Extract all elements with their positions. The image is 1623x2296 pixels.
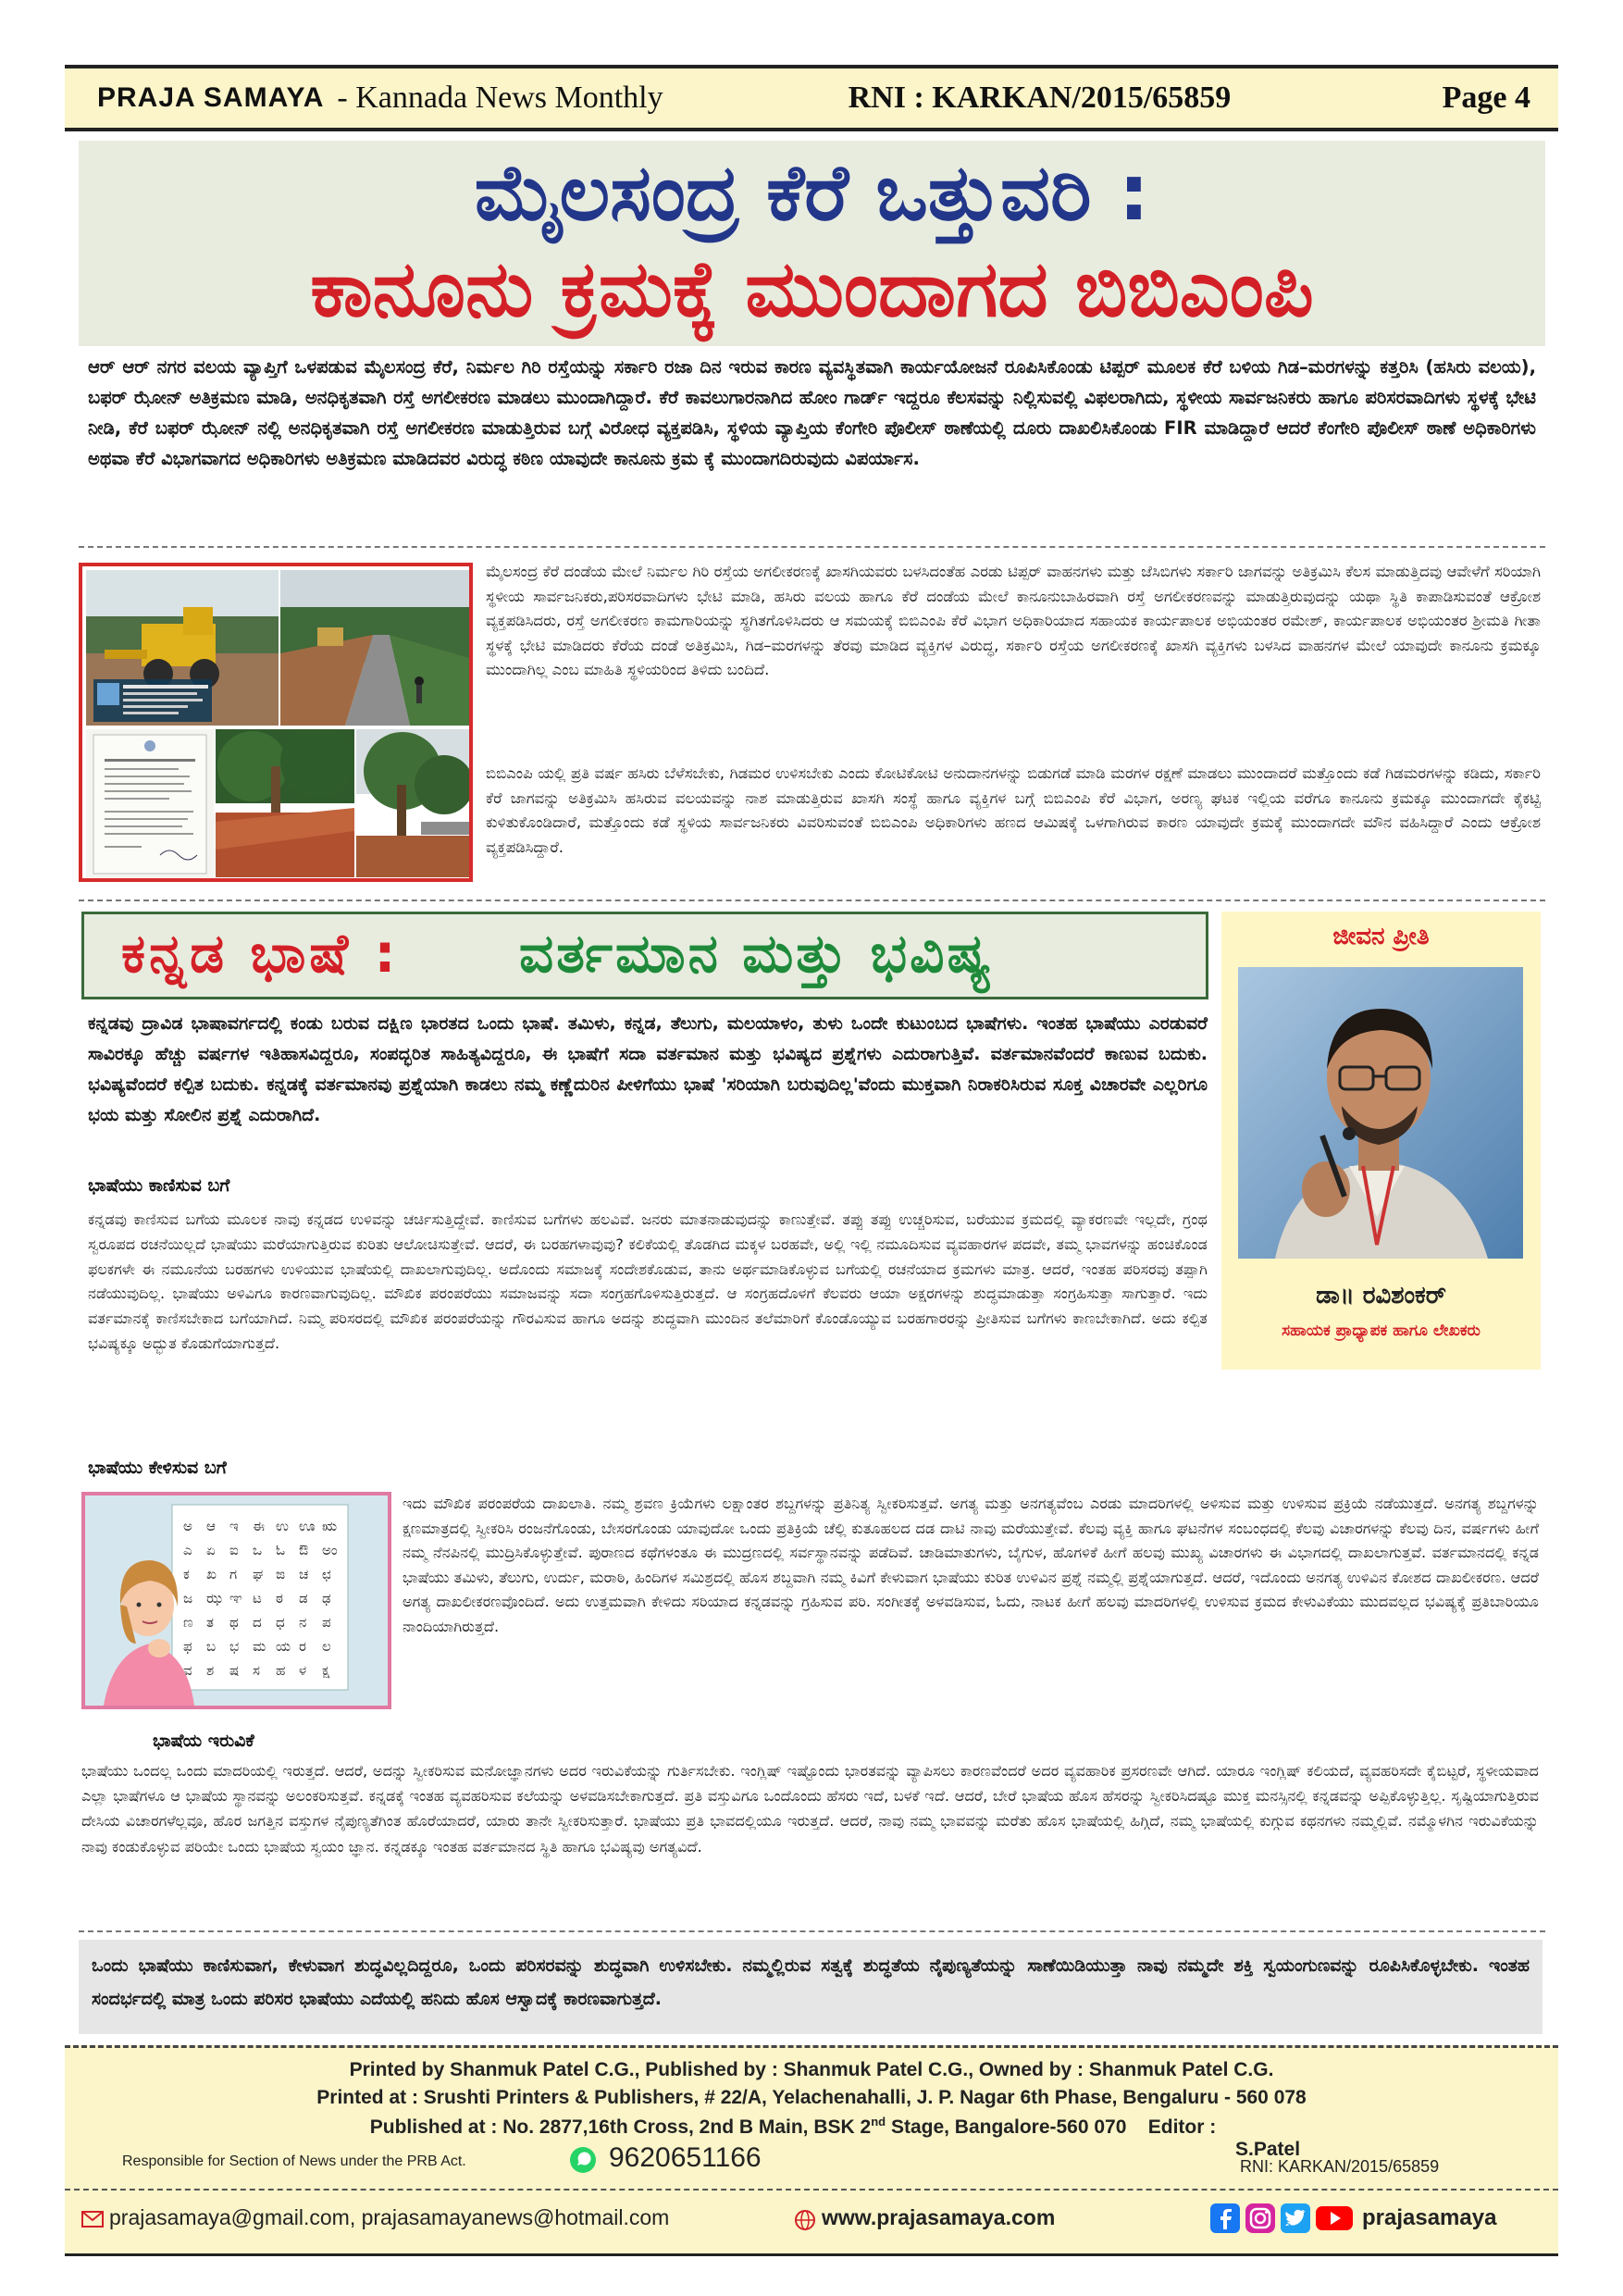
cleared-land-photo bbox=[216, 729, 354, 877]
alphabet-letter: ಪ bbox=[322, 1614, 331, 1631]
prb-note: Responsible for Section of News under the PRB Act. bbox=[122, 2153, 466, 2169]
alphabet-letter: ಭ bbox=[229, 1638, 240, 1655]
contact-emails[interactable]: prajasamaya@gmail.com, prajasamayanews@hotmail.com bbox=[109, 2205, 670, 2229]
alphabet-letter: ಎ bbox=[183, 1542, 192, 1558]
section3-heading: ಭಾಷೆಯ ಇರುವಿಕೆ bbox=[153, 1731, 254, 1751]
alphabet-letter: ದ bbox=[253, 1614, 262, 1631]
alphabet-letter: ಹ bbox=[276, 1662, 286, 1679]
alphabet-letter: ಡ bbox=[299, 1590, 308, 1607]
alphabet-letter: ಗ bbox=[229, 1566, 238, 1582]
section3-body: ಭಾಷೆಯು ಒಂದಲ್ಲ ಒಂದು ಮಾದರಿಯಲ್ಲಿ ಇರುತ್ತದೆ. ಆದರೆ, ಅದನ್ನು ಸ್ವೀಕರಿಸುವ ಮನೋಜ್ಞಾನಗಳು ಅದರ ಇರುವಿಕೆಯನ್ನು ಗುರ್ತಿಸಬೇಕು. ಇಂಗ್ಲಿಷ್ ಇಷ್ಟೊಂದು ಭಾರತವನ್ನು ವ್ಯಾಪಿಸಲು ಕಾರಣವೆಂದರೆ ಅದರ ವ್ಯವಹಾರಿಕ ಪ್ರಸರಣವೇ ಆಗಿದೆ. ಯಾರೂ ಇಂಗ್ಲಿಷ್ ಕಲಿಯದೆ, ವ್ಯವಹರಿಸದೇ ಕೈಬಿಟ್ಟರೆ, ಸ್ಥಳೀಯವಾದ ಎಲ್ಲಾ ಭಾಷೆಗಳೂ ಆ ಭಾಷೆಯ ಸ್ಥಾನವನ್ನು ಅಲಂಕರಿಸುತ್ತವೆ. ಕನ್ನಡಕ್ಕೆ ಇಂತಹ ವ್ಯವಹರಿಸುವ ಕಲೆಯನ್ನು ಅಳವಡಿಸಬೇಕಾಗುತ್ತದೆ. ಪ್ರತಿ ವಸ್ತುವಿಗೂ ಒಂದೊಂದು ಹೆಸರು ಇದೆ, ಬಳಕೆ ಇದೆ. ಆದರೆ, ಬೇರೆ ಭಾಷೆಯ ಹೊಸ ಹೆಸರನ್ನು ಸ್ವೀಕರಿಸಿದಷ್ಟೂ ಮುಕ್ತ ಮನಸ್ಸಿನಲ್ಲಿ ಕನ್ನಡವನ್ನು ಅಪ್ಪಿಕೊಳ್ಳುತ್ತಿಲ್ಲ. ಸೃಷ್ಟಿಯಾಗುತ್ತಿರುವ ದೇಸಿಯ ವಿಚಾರಗಳೆಲ್ಲವೂ, ಹೊರ ಜಗತ್ತಿನ ವಸ್ತುಗಳ ನೈಪುಣ್ಯತೆಗಿಂತ ಹೊರೆಯಾದರೆ, ಯಾರು ತಾನೇ ಸ್ವೀಕರಿಸುತ್ತಾರೆ. ಭಾಷೆಯು ಪ್ರತಿ ಭಾವದಲ್ಲಿಯೂ ಇರುತ್ತದೆ. ಆದರೆ, ನಾವು ನಮ್ಮ ಭಾವವನ್ನು ಮರೆತು ಹೊಸ ಭಾಷೆಯಲ್ಲಿ ಹಿಗ್ಗಿದೆ, ನಮ್ಮ ಭಾಷೆಯಲ್ಲಿ ಕುಗ್ಗುವ ಕಥನಗಳು ನಮ್ಮಲ್ಲಿವೆ. ನಮ್ಮೊಳಗಿನ ಇರುವಿಕೆಯನ್ನು ನಾವು ಕಂಡುಕೊಳ್ಳುವ ಪರಿಯೇ ಒಂದು ಭಾಷೆಯ ಸ್ವಯಂ ಜ್ಞಾನ. ಕನ್ನಡಕ್ಕೂ ಇಂತಹ ವರ್ತಮಾನದ ಸ್ಥಿತಿ ಹಾಗೂ ಭವಿಷ್ಯವು ಅಗತ್ಯವಿದೆ. bbox=[81, 1762, 1539, 1855]
divider bbox=[79, 900, 1545, 901]
alphabet-letter: ಠ bbox=[276, 1590, 283, 1607]
alphabet-letter: ಳ bbox=[299, 1662, 307, 1679]
alphabet-letter: ಲ bbox=[322, 1638, 331, 1655]
publication-name: PRAJA SAMAYA bbox=[97, 82, 325, 113]
story1-paragraph-2: ಬಿಬಿಎಂಪಿ ಯಲ್ಲಿ ಪ್ರತಿ ವರ್ಷ ಹಸಿರು ಬೆಳೆಸಬೇಕು, ಗಿಡಮರ ಉಳಿಸಬೇಕು ಎಂದು ಕೋಟಿಕೋಟಿ ಅನುದಾನಗಳನ್ನು ಬಿಡುಗಡೆ ಮಾಡಿ ಮರಗಳ ರಕ್ಷಣೆ ಮಾಡಲು ಮುಂದಾದರೆ ಮತ್ತೊಂದು ಕಡೆ ಗಿಡಮರಗಳನ್ನು ಕಡಿದು, ಸರ್ಕಾರಿ ಕೆರೆ ಜಾಗವನ್ನು ಅತಿಕ್ರಮಿಸಿ ಹಸಿರುವ ವಲಯವನ್ನು ನಾಶ ಮಾಡುತ್ತಿರುವ ಖಾಸಗಿ ಸಂಸ್ಥೆ ಹಾಗೂ ವ್ಯಕ್ತಿಗಳ ಬಗ್ಗೆ ಬಿಬಿಎಂಪಿ ಕೆರೆ ವಿಭಾಗ, ಅರಣ್ಯ ಘಟಕ ಇಲ್ಲಿಯ ವರೆಗೂ ಕಾನೂನು ಕ್ರಮಕ್ಕೂ ಮುಂದಾಗದೇ ಕೈಕಟ್ಟಿ ಕುಳಿತುಕೊಂಡಿದಾರೆ, ಮತ್ತೊಂದು ಕಡೆ ಸ್ಥಳಿಯ ಸಾರ್ವಜನಿಕರು ವಿವರಿಸುವಂತೆ ಬಿಬಿಎಂಪಿ ಅಧಿಕಾರಿಗಳು ಹಣದ ಆಮಿಷಕ್ಕೆ ಒಳಗಾಗಿರುವ ಕಾರಣ ಯಾವುದೇ ಕ್ರಮಕ್ಕೆ ಮುಂದಾಗದೇ ಮೌನ ವಹಿಸಿದ್ದಾರೆ ಎಂದು ಆಕ್ರೋಶ ವ್ಯಕ್ತಪಡಿಸಿದ್ದಾರೆ. bbox=[486, 764, 1541, 856]
alphabet-letter: ಮ bbox=[253, 1638, 266, 1655]
section2-body: ಇದು ಮೌಖಿಕ ಪರಂಪರೆಯ ದಾಖಲಾತಿ. ನಮ್ಮ ಶ್ರವಣ ಕ್ರಿಯೆಗಳು ಲಕ್ಷಾಂತರ ಶಬ್ದಗಳನ್ನು ಪ್ರತಿನಿತ್ಯ ಸ್ವೀಕರಿಸುತ್ತವೆ. ಅಗತ್ಯ ಮತ್ತು ಅನಗತ್ಯವೆಂಬ ಎರಡು ಮಾದರಿಗಳಲ್ಲಿ ಅಳಿಸುವ ಮತ್ತು ಉಳಿಸುವ ಪ್ರಕ್ರಿಯೆ ನಡೆಯುತ್ತದೆ. ಅನಗತ್ಯ ಶಬ್ದಗಳನ್ನು ಕ್ಷಣಮಾತ್ರದಲ್ಲಿ ಸ್ವೀಕರಿಸಿ ರಂಜನೆಗೊಂಡು, ಬೇಸರಗೊಂಡು ಯಾವುದೋ ಒಂದು ಪ್ರತಿಕ್ರಿಯೆ ಚೆಲ್ಲಿ ಕುತೂಹಲದ ದಡ ದಾಟಿ ನಾವು ಮರೆಯುತ್ತೇವೆ. ಕೆಲವು ವ್ಯಕ್ತಿ ಹಾಗೂ ಘಟನೆಗಳ ಸಂಬಂಧದಲ್ಲಿ ಕೆಲವು ವಿಚಾರಗಳನ್ನು ಕೆಲವು ದಿನ, ವರ್ಷಗಳು ಹೀಗೆ ನಮ್ಮ ನೆನಪಿನಲ್ಲಿ ಮುದ್ರಿಸಿಕೊಳ್ಳುತ್ತೇವೆ. ಪುರಾಣದ ಕಥೆಗಳಂತೂ ಈ ಮುದ್ರಣದಲ್ಲಿ ಸರ್ವಸ್ಥಾನವನ್ನು ಪಡೆದಿವೆ. ಚಾಡಿಮಾತುಗಳು, ಬೈಗುಳ, ಹೊಗಳಿಕೆ ಹೀಗೆ ಹಲವು ಮುಖ್ಯ ವಿಚಾರಗಳು ಈ ವಿಭಾಗದಲ್ಲಿ ದಾಖಲಾಗುತ್ತವೆ. ವರ್ತಮಾನದಲ್ಲಿ ಕನ್ನಡ ಭಾಷೆಯು ತಮಿಳು, ತೆಲುಗು, ಉರ್ದು, ಮರಾಠಿ, ಹಿಂದಿಗಳ ಸಮಿಶ್ರದಲ್ಲಿ ಹೊಸ ಶಬ್ದವಾಗಿ ನಮ್ಮ ಕಿವಿಗೆ ಕೇಳುವಾಗ ಭಾಷೆಯು ಕುರಿತ ಉಳಿವಿನ ಪ್ರಶ್ನೆ ನಮ್ಮಲ್ಲಿ ಪ್ರಶ್ನೆಯಾಗುತ್ತದೆ. ಆದರೆ, ಇದೊಂದು ಅನಗತ್ಯ ಉಳಿವಿನ ಕೋಶದ ದಾಖಲೀಕರಣ. ಆದರೆ ಅಗತ್ಯ ದಾಖಲೀಕರಣವೊಂದಿದೆ. ಅದು ಉತ್ತಮವಾಗಿ ಕೇಳಿದು ಸರಿಯಾದ ಕನ್ನಡವನ್ನು ಗ್ರಹಿಸುವ ಪರಿ. ಸಂಗೀತಕ್ಕೆ ಅಳವಡಿಸುವ, ಓದು, ನಾಟಕ ಹೀಗೆ ಹಲವು ಮಾದರಿಗಳಲ್ಲಿ ಉಳಿಸುವ ಕ್ರಮದ ಕೇಳುವಿಕೆಯು ಮುದವಲ್ಲದ ಭವಿಷ್ಯಕ್ಕೆ ಪ್ರತಿಬಾರಿಯೂ ನಾಂದಿಯಾಗಿರುತ್ತದೆ. bbox=[403, 1495, 1539, 1635]
footer-divider bbox=[65, 2189, 1558, 2191]
alphabet-letter: ಕ್ಷ bbox=[322, 1662, 330, 1679]
page-header bbox=[65, 65, 1558, 131]
story2-callout: ಒಂದು ಭಾಷೆಯು ಕಾಣಿಸುವಾಗ, ಕೇಳುವಾಗ ಶುದ್ಧವಿಲ್ಲದಿದ್ದರೂ, ಒಂದು ಪರಿಸರವನ್ನು ಶುದ್ಧವಾಗಿ ಉಳಿಸಬೇಕು. ನಮ್ಮಲ್ಲಿರುವ ಸತ್ವಕ್ಕೆ ಶುದ್ಧತೆಯ ನೈಪುಣ್ಯತೆಯನ್ನು ಸಾಣೆಯಿಡಿಯುತ್ತಾ ನಾವು ನಮ್ಮದೇ ಶಕ್ತಿ ಸ್ವಯಂಗುಣವನ್ನು ರೂಪಿಸಿಕೊಳ್ಳಬೇಕು. ಇಂತಹ ಸಂದರ್ಭದಲ್ಲಿ ಮಾತ್ರ ಒಂದು ಪರಿಸರ ಭಾಷೆಯು ಎದೆಯಲ್ಲಿ ಹನಿದು ಹೊಸ ಆಸ್ವಾದಕ್ಕೆ ಕಾರಣವಾಗುತ್ತದೆ. bbox=[79, 1940, 1542, 2034]
alphabet-letter: ರ bbox=[299, 1638, 306, 1655]
globe-icon bbox=[794, 2209, 816, 2231]
imprint-line3 bbox=[46, 2115, 1540, 2139]
editor-label: Editor : bbox=[1147, 2116, 1217, 2138]
story1-paragraph-1: ಮೈಲಸಂದ್ರ ಕೆರೆ ದಂಡೆಯ ಮೇಲೆ ನಿರ್ಮಲ ಗಿರಿ ರಸ್ತೆಯ ಅಗಲೀಕರಣಕ್ಕೆ ಖಾಸಗಿಯವರು ಬಳಸಿದಂತೆಹ ಎರಡು ಟಿಪ್ಪರ್ ವಾಹನಗಳು ಮತ್ತು ಜೆಸಿಬಿಗಳು ಸರ್ಕಾರಿ ಜಾಗವನ್ನು ಅತಿಕ್ರಮಿಸಿ ಕೆಲಸ ಮಾಡುತ್ತಿದವು ಆವೇಳೆಗೆ ಸರಿಯಾಗಿ ಸ್ಥಳೀಯ ಸಾರ್ವಜನಿಕರು,ಪರಿಸರವಾದಿಗಳು ಭೇಟಿ ಮಾಡಿ, ಹಸಿರು ವಲಯ ಹಾಗೂ ಕೆರೆ ದಂಡೆಯ ಮೇಲೆ ಕಾನೂನುಬಾಹಿರವಾಗಿ ರಸ್ತೆ ಅಗಲೀಕರಣವನ್ನು ಮಾಡುತ್ತಿರುವುದನ್ನು ಯಥಾ ಸ್ಥಿತಿ ಕಾಪಾಡಿಸುವಂತೆ ಆಕ್ರೋಶ ವ್ಯಕ್ತಪಡಿಸಿದರು, ರಸ್ತೆ ಅಗಲೀಕರಣ ಕಾಮಗಾರಿಯನ್ನು ಸ್ಥಗಿತಗೊಳಿಸಿದರು ಆ ಸಮಯಕ್ಕೆ ಬಿಬಿಎಂಪಿ ಕೆರೆ ವಿಭಾಗ ಅಧಿಕಾರಿಯಾದ ಸಹಾಯಕ ಕಾರ್ಯಪಾಲಕ ಅಭಿಯಂತರ ರಮೇಶ್, ಕಾರ್ಯಪಾಲಕ ಅಭಿಯಂತರ ಶ್ರೀಮತಿ ಗೀತಾ ಸ್ಥಳಕ್ಕೆ ಭೇಟಿ ಮಾಡಿದರು ಕೆರೆಯ ದಂಡೆ ಅತಿಕ್ರಮಿಸಿ, ಗಿಡ–ಮರಗಳನ್ನು ತೆರವು ಮಾಡಿದ ವ್ಯಕ್ತಿಗಳ ವಿರುದ್ಧ, ಸರ್ಕಾರಿ ರಸ್ತೆಯ ಅಗಲೀಕರಣಕ್ಕೆ ಖಾಸಗಿ ವ್ಯಕ್ತಿಗಳು ಬಳಸಿದ ವಾಹನಗಳ ಮೇಲೆ ಯಾವುದೇ ಕಾನೂನು ಕ್ರಮಕ್ಕೂ ಮುಂದಾಗಿಲ್ಲ ಎಂಬ ಮಾಹಿತಿ ಸ್ಥಳಿಯರಿಂದ ತಿಳಿದು ಬಂದಿದೆ. bbox=[486, 563, 1541, 678]
publisher-address: Published at : No. 2877,16th Cross, 2nd B Main, BSK 2 bbox=[369, 2116, 872, 2138]
section1-body: ಕನ್ನಡವು ಕಾಣಿಸುವ ಬಗೆಯ ಮೂಲಕ ನಾವು ಕನ್ನಡದ ಉಳಿವನ್ನು ಚರ್ಚಿಸುತ್ತಿದ್ದೇವೆ. ಕಾಣಿಸುವ ಬಗೆಗಳು ಹಲವಿವೆ. ಜನರು ಮಾತನಾಡುವುದನ್ನು ಕಾಣುತ್ತೇವೆ. ತಪ್ಪು ತಪ್ಪು ಉಚ್ಚರಿಸುವ, ಬರೆಯುವ ಕ್ರಮದಲ್ಲಿ ವ್ಯಾಕರಣವೇ ಇಲ್ಲದೇ, ಗ್ರಂಥ ಸ್ವರೂಪದ ರಚನೆಯಿಲ್ಲದೆ ಭಾಷೆಯು ಮರೆಯಾಗುತ್ತಿರುವ ಕುರಿತು ಆಲೋಚಿಸುತ್ತೇವೆ. ಆದರೆ, ಈ ಬರಹಗಳಾವುವು? ಕಲಿಕೆಯಲ್ಲಿ ತೊಡಗಿದ ಮಕ್ಕಳ ಬರಹವೇ, ಅಲ್ಲಿ ಇಲ್ಲಿ ನಮೂದಿಸುವ ವ್ಯವಹಾರಗಳ ಪದವೇ, ತಮ್ಮ ಭಾವಗಳನ್ನು ಹಂಚಿಕೊಂಡ ಫಲಕಗಳೇ ಈ ನಮೂನೆಯ ಬರಹಗಳು ಉಳಿಯುವ ಭಾಷೆಯಲ್ಲಿ ದಾಖಲಾಗುವುದಿಲ್ಲ. ಅದೊಂದು ಸಮಾಜಕ್ಕೆ ಸಂದೇಶಕೊಡುವ, ತಾನು ಅರ್ಥಮಾಡಿಕೊಳ್ಳುವ ಬಗೆಯಲ್ಲಿ ರಚನೆಯಾದ ಕ್ರಮಗಳು ಮಾತ್ರ. ಆದರೆ, ಇಂತಹ ಪರಿಸರವು ತಪ್ಪಾಗಿ ನಡೆಯುವುದಿಲ್ಲ. ಭಾಷೆಯು ಅಳಿವಿಗೂ ಕಾರಣವಾಗುವುದಿಲ್ಲ. ಮೌಖಿಕ ಪರಂಪರೆಯು ಸಮಾಜವನ್ನು ಸದಾ ಸಂಗ್ರಹಗೊಳಿಸುತ್ತಿರುತ್ತದೆ. ಆ ಸಂಗ್ರಹದೊಳಗೆ ಕೆಲವರು ಆಯಾ ಅಕ್ಷರಗಳನ್ನು ಶುದ್ಧಮಾಡುತ್ತಾ ಸಂಗ್ರಹಿಸುತ್ತಾ ಸಾಗುತ್ತಾರೆ. ಇದು ವರ್ತಮಾನಕ್ಕೆ ಕಾಣಿಸಬೇಕಾದ ಬಗೆಯಾಗಿದೆ. ನಿಮ್ಮ ಪರಿಸರದಲ್ಲಿ ಮೌಖಿಕ ಪರಂಪರೆಯನ್ನು ಗೌರವಿಸುವ ಹಾಗೂ ಅದನ್ನು ಶುದ್ಧವಾಗಿ ಮುಂದಿನ ತಲೆಮಾರಿಗೆ ಕೊಂಡೊಯ್ಯುವ ಬರಹಗಾರರನ್ನು ಪ್ರೀತಿಸುವ ಬಗೆಗಳು ಕಾಣಬೇಕಾಗಿದೆ. ಅದು ಕಲ್ಪಿತ ಭವಿಷ್ಯಕ್ಕೂ ಅದ್ಭುತ ಕೊಡುಗೆಯಾಗುತ್ತದೆ. bbox=[88, 1210, 1208, 1352]
alphabet-letter: ಚ bbox=[299, 1566, 309, 1582]
columnist-name: ಡಾ॥ ರವಿಶಂಕರ್ bbox=[1316, 1282, 1446, 1309]
story1-headline bbox=[79, 141, 1545, 346]
divider bbox=[79, 1930, 1545, 1932]
alphabet-illustration bbox=[81, 1492, 391, 1709]
footer-rni: RNI: KARKAN/2015/65859 bbox=[1240, 2157, 1440, 2176]
editor-name: S.Patel bbox=[1235, 2139, 1301, 2160]
alphabet-letter: ಫ bbox=[183, 1638, 192, 1655]
phone-number: 9620651166 bbox=[609, 2142, 762, 2173]
columnist-box bbox=[1221, 912, 1541, 1370]
alphabet-letter: ಷ bbox=[229, 1662, 240, 1679]
section2-heading: ಭಾಷೆಯು ಕೇಳಿಸುವ ಬಗೆ bbox=[88, 1458, 227, 1478]
alphabet-letter: ಯ bbox=[276, 1638, 291, 1655]
alphabet-letter: ಟ bbox=[253, 1590, 262, 1607]
alphabet-letter: ಜ bbox=[183, 1590, 193, 1607]
alphabet-letter: ಏ bbox=[206, 1542, 216, 1558]
alphabet-letter: ಇ bbox=[229, 1518, 239, 1534]
story2-lede: ಕನ್ನಡವು ದ್ರಾವಿಡ ಭಾಷಾವರ್ಗದಲ್ಲಿ ಕಂಡು ಬರುವ ದಕ್ಷಿಣ ಭಾರತದ ಒಂದು ಭಾಷೆ. ತಮಿಳು, ಕನ್ನಡ, ತೆಲುಗು, ಮಲಯಾಳಂ, ತುಳು ಒಂದೇ ಕುಟುಂಬದ ಭಾಷೆಗಳು. ಇಂತಹ ಭಾಷೆಯು ಎರಡುವರೆ ಸಾವಿರಕ್ಕೂ ಹೆಚ್ಚು ವರ್ಷಗಳ ಇತಿಹಾಸವಿದ್ದರೂ, ಸಂಪದ್ಭರಿತ ಸಾಹಿತ್ಯವಿದ್ದರೂ, ಈ ಭಾಷೆಗೆ ಸದಾ ವರ್ತಮಾನ ಮತ್ತು ಭವಿಷ್ಯದ ಪ್ರಶ್ನೆಗಳು ಎದುರಾಗುತ್ತಿವೆ. ವರ್ತಮಾನವೆಂದರೆ ಕಾಣುವ ಬದುಕು. ಭವಿಷ್ಯವೆಂದರೆ ಕಲ್ಪಿತ ಬದುಕು. ಕನ್ನಡಕ್ಕೆ ವರ್ತಮಾನವು ಪ್ರಶ್ನೆಯಾಗಿ ಕಾಡಲು ನಮ್ಮ ಕಣ್ಣೆದುರಿನ ಪೀಳಿಗೆಯು ಭಾಷೆ 'ಸರಿಯಾಗಿ ಬರುವುದಿಲ್ಲ'ವೆಂದು ಮುಕ್ತವಾಗಿ ನಿರಾಕರಿಸಿರುವ ಸೂಕ್ತ ವಿಚಾರವೇ ಎಲ್ಲರಿಗೂ ಭಯ ಮತ್ತು ಸೋಲಿನ ಪ್ರಶ್ನೆ ಎದುರಾಗಿದೆ. bbox=[88, 1013, 1208, 1125]
alphabet-letter: ಅ bbox=[183, 1518, 192, 1534]
story1-headline-line2: ಕಾನೂನು ಕ್ರಮಕ್ಕೆ ಮುಂದಾಗದ ಬಿಬಿಎಂಪಿ bbox=[310, 243, 1314, 334]
page-footer bbox=[65, 2045, 1558, 2256]
alphabet-letter: ಔ bbox=[299, 1542, 309, 1558]
story2-headline bbox=[81, 912, 1208, 999]
columnist-photo bbox=[1238, 967, 1523, 1259]
whatsapp-icon bbox=[569, 2146, 597, 2174]
alphabet-letter: ಞ bbox=[229, 1590, 242, 1607]
rni-number: RNI : KARKAN/2015/65859 bbox=[848, 81, 1232, 115]
twitter-icon[interactable] bbox=[1281, 2203, 1310, 2233]
alphabet-letter: ಕ bbox=[183, 1566, 190, 1582]
story1-headline-line1: ಮೈಲಸಂದ್ರ ಕೆರೆ ಒತ್ತುವರಿ : bbox=[474, 147, 1150, 238]
story1-photo-collage bbox=[79, 563, 473, 882]
alphabet-letter: ಓ bbox=[276, 1542, 286, 1558]
alphabet-letter: ಥ bbox=[229, 1614, 239, 1631]
alphabet-letter: ನ bbox=[299, 1614, 307, 1631]
imprint-line2: Printed at : Srushti Printers & Publishers, # 22/A, Yelachenahalli, J. P. Nagar 6th Phase, Bengaluru - 560 078 bbox=[316, 2087, 1307, 2108]
story2-headline-part1: ಕನ್ನಡ ಭಾಷೆ : bbox=[121, 922, 400, 985]
website-link[interactable]: www.prajasamaya.com bbox=[822, 2205, 1056, 2229]
alphabet-letter: ಣ bbox=[183, 1614, 193, 1631]
facebook-icon[interactable] bbox=[1210, 2203, 1240, 2233]
alphabet-letter: ಘ bbox=[253, 1566, 264, 1582]
social-handle[interactable]: prajasamaya bbox=[1362, 2205, 1497, 2230]
story1-intro: ಆರ್ ಆರ್ ನಗರ ವಲಯ ವ್ಯಾಪ್ತಿಗೆ ಒಳಪಡುವ ಮೈಲಸಂದ್ರ ಕೆರೆ, ನಿರ್ಮಲ ಗಿರಿ ರಸ್ತೆಯನ್ನು ಸರ್ಕಾರಿ ರಜಾ ದಿನ ಇರುವ ಕಾರಣ ವ್ಯವಸ್ಥಿತವಾಗಿ ಕಾರ್ಯಯೋಜನೆ ರೂಪಿಸಿಕೊಂಡು ಟಿಪ್ಪರ್ ಮೂಲಕ ಕೆರೆ ಬಳಿಯ ಗಿಡ–ಮರಗಳನ್ನು ಕತ್ತರಿಸಿ (ಹಸಿರು ವಲಯ), ಬಫರ್ ಝೋನ್ ಅತಿಕ್ರಮಣ ಮಾಡಿ, ಅನಧಿಕೃತವಾಗಿ ರಸ್ತೆ ಅಗಲೀಕರಣ ಮಾಡಲು ಮುಂದಾಗಿದ್ದಾರೆ. ಕೆರೆ ಕಾವಲುಗಾರನಾಗಿದ ಹೋಂ ಗಾರ್ಡ್ ಇದ್ದರೂ ಕೆಲಸವನ್ನು ನಿಲ್ಲಿಸುವಲ್ಲಿ ವಿಫಲರಾಗಿದು, ಸ್ಥಳೀಯ ಸಾರ್ವಜನಿಕರು ಹಾಗೂ ಪರಿಸರವಾದಿಗಳು ಸ್ಥಳಕ್ಕೆ ಭೇಟಿ ನೀಡಿ, ಕೆರೆ ಬಫರ್ ಝೋನ್ ನಲ್ಲಿ ಅನಧಿಕೃತವಾಗಿ ರಸ್ತೆ ಅಗಲೀಕರಣ ಮಾಡುತ್ತಿರುವ ಬಗ್ಗೆ ವಿರೋಧ ವ್ಯಕ್ತಪಡಿಸಿ, ಸ್ಥಳಿಯ ವ್ಯಾಪ್ತಿಯ ಕೆಂಗೇರಿ ಪೊಲೀಸ್ ಠಾಣೆಯಲ್ಲಿ ದೂರು ದಾಖಲಿಸಿಕೊಂಡು FIR ಮಾಡಿದ್ದಾರೆ ಆದರೆ ಕೆಂಗೇರಿ ಪೊಲೀಸ್ ಠಾಣೆ ಅಧಿಕಾರಿಗಳು ಅಥವಾ ಕೆರೆ ವಿಭಾಗವಾಗದ ಅಧಿಕಾರಿಗಳು ಅತಿಕ್ರಮಣ ಮಾಡಿದವರ ವಿರುದ್ಧ ಕಠಿಣ ಯಾವುದೇ ಕಾನೂನು ಕ್ರಮ ಕ್ಕೆ ಮುಂದಾಗದಿರುವುದು ವಿಪರ್ಯಾಸ. bbox=[88, 356, 1536, 469]
alphabet-letter: ಖ bbox=[206, 1566, 217, 1582]
column-title: ಜೀವನ ಪ್ರೀತಿ bbox=[1332, 923, 1430, 950]
alphabet-letter: ಶ bbox=[206, 1662, 215, 1679]
youtube-icon[interactable] bbox=[1316, 2203, 1353, 2233]
alphabet-letter: ಋ bbox=[322, 1518, 337, 1534]
alphabet-letter: ಢ bbox=[322, 1590, 331, 1607]
section1-heading: ಭಾಷೆಯು ಕಾಣಿಸುವ ಬಗೆ bbox=[88, 1175, 230, 1196]
publisher-address-end: Stage, Bangalore-560 070 bbox=[886, 2116, 1127, 2138]
publication-subtitle: - Kannada News Monthly bbox=[337, 81, 663, 115]
ordinal-suffix: nd bbox=[871, 2115, 886, 2128]
story2-headline-part2: ವರ್ತಮಾನ ಮತ್ತು ಭವಿಷ್ಯ bbox=[519, 922, 995, 985]
complaint-document-photo bbox=[86, 729, 214, 877]
alphabet-letter: ಛ bbox=[322, 1566, 331, 1582]
road-photo bbox=[280, 570, 469, 726]
alphabet-letter: ತ bbox=[206, 1614, 214, 1631]
excavator-photo bbox=[86, 570, 279, 726]
alphabet-letter: ಐ bbox=[229, 1542, 239, 1558]
divider bbox=[79, 546, 1545, 548]
imprint-line1: Printed by Shanmuk Patel C.G., Published by : Shanmuk Patel C.G., Owned by : Shanmuk Patel C.G. bbox=[349, 2059, 1274, 2080]
page-number: Page 4 bbox=[1442, 81, 1530, 115]
alphabet-letter: ವ bbox=[183, 1662, 192, 1679]
alphabet-letter: ಊ bbox=[299, 1518, 316, 1534]
columnist-role: ಸಹಾಯಕ ಪ್ರಾಧ್ಯಾಪಕ ಹಾಗೂ ಲೇಖಕರು bbox=[1282, 1322, 1481, 1340]
mail-icon bbox=[81, 2211, 104, 2228]
alphabet-letter: ಝ bbox=[206, 1590, 223, 1607]
roadside-tree-photo bbox=[356, 729, 469, 877]
alphabet-letter: ಬ bbox=[206, 1638, 217, 1655]
alphabet-letter: ಙ bbox=[276, 1566, 286, 1582]
alphabet-letter: ಧ bbox=[276, 1614, 285, 1631]
alphabet-letter: ಈ bbox=[253, 1518, 266, 1534]
alphabet-letter: ಸ bbox=[253, 1662, 260, 1679]
alphabet-letter: ಅಂ bbox=[322, 1542, 338, 1558]
instagram-icon[interactable] bbox=[1245, 2203, 1275, 2233]
alphabet-letter: ಒ bbox=[253, 1542, 263, 1558]
alphabet-letter: ಉ bbox=[276, 1518, 289, 1534]
alphabet-letter: ಆ bbox=[206, 1518, 216, 1534]
